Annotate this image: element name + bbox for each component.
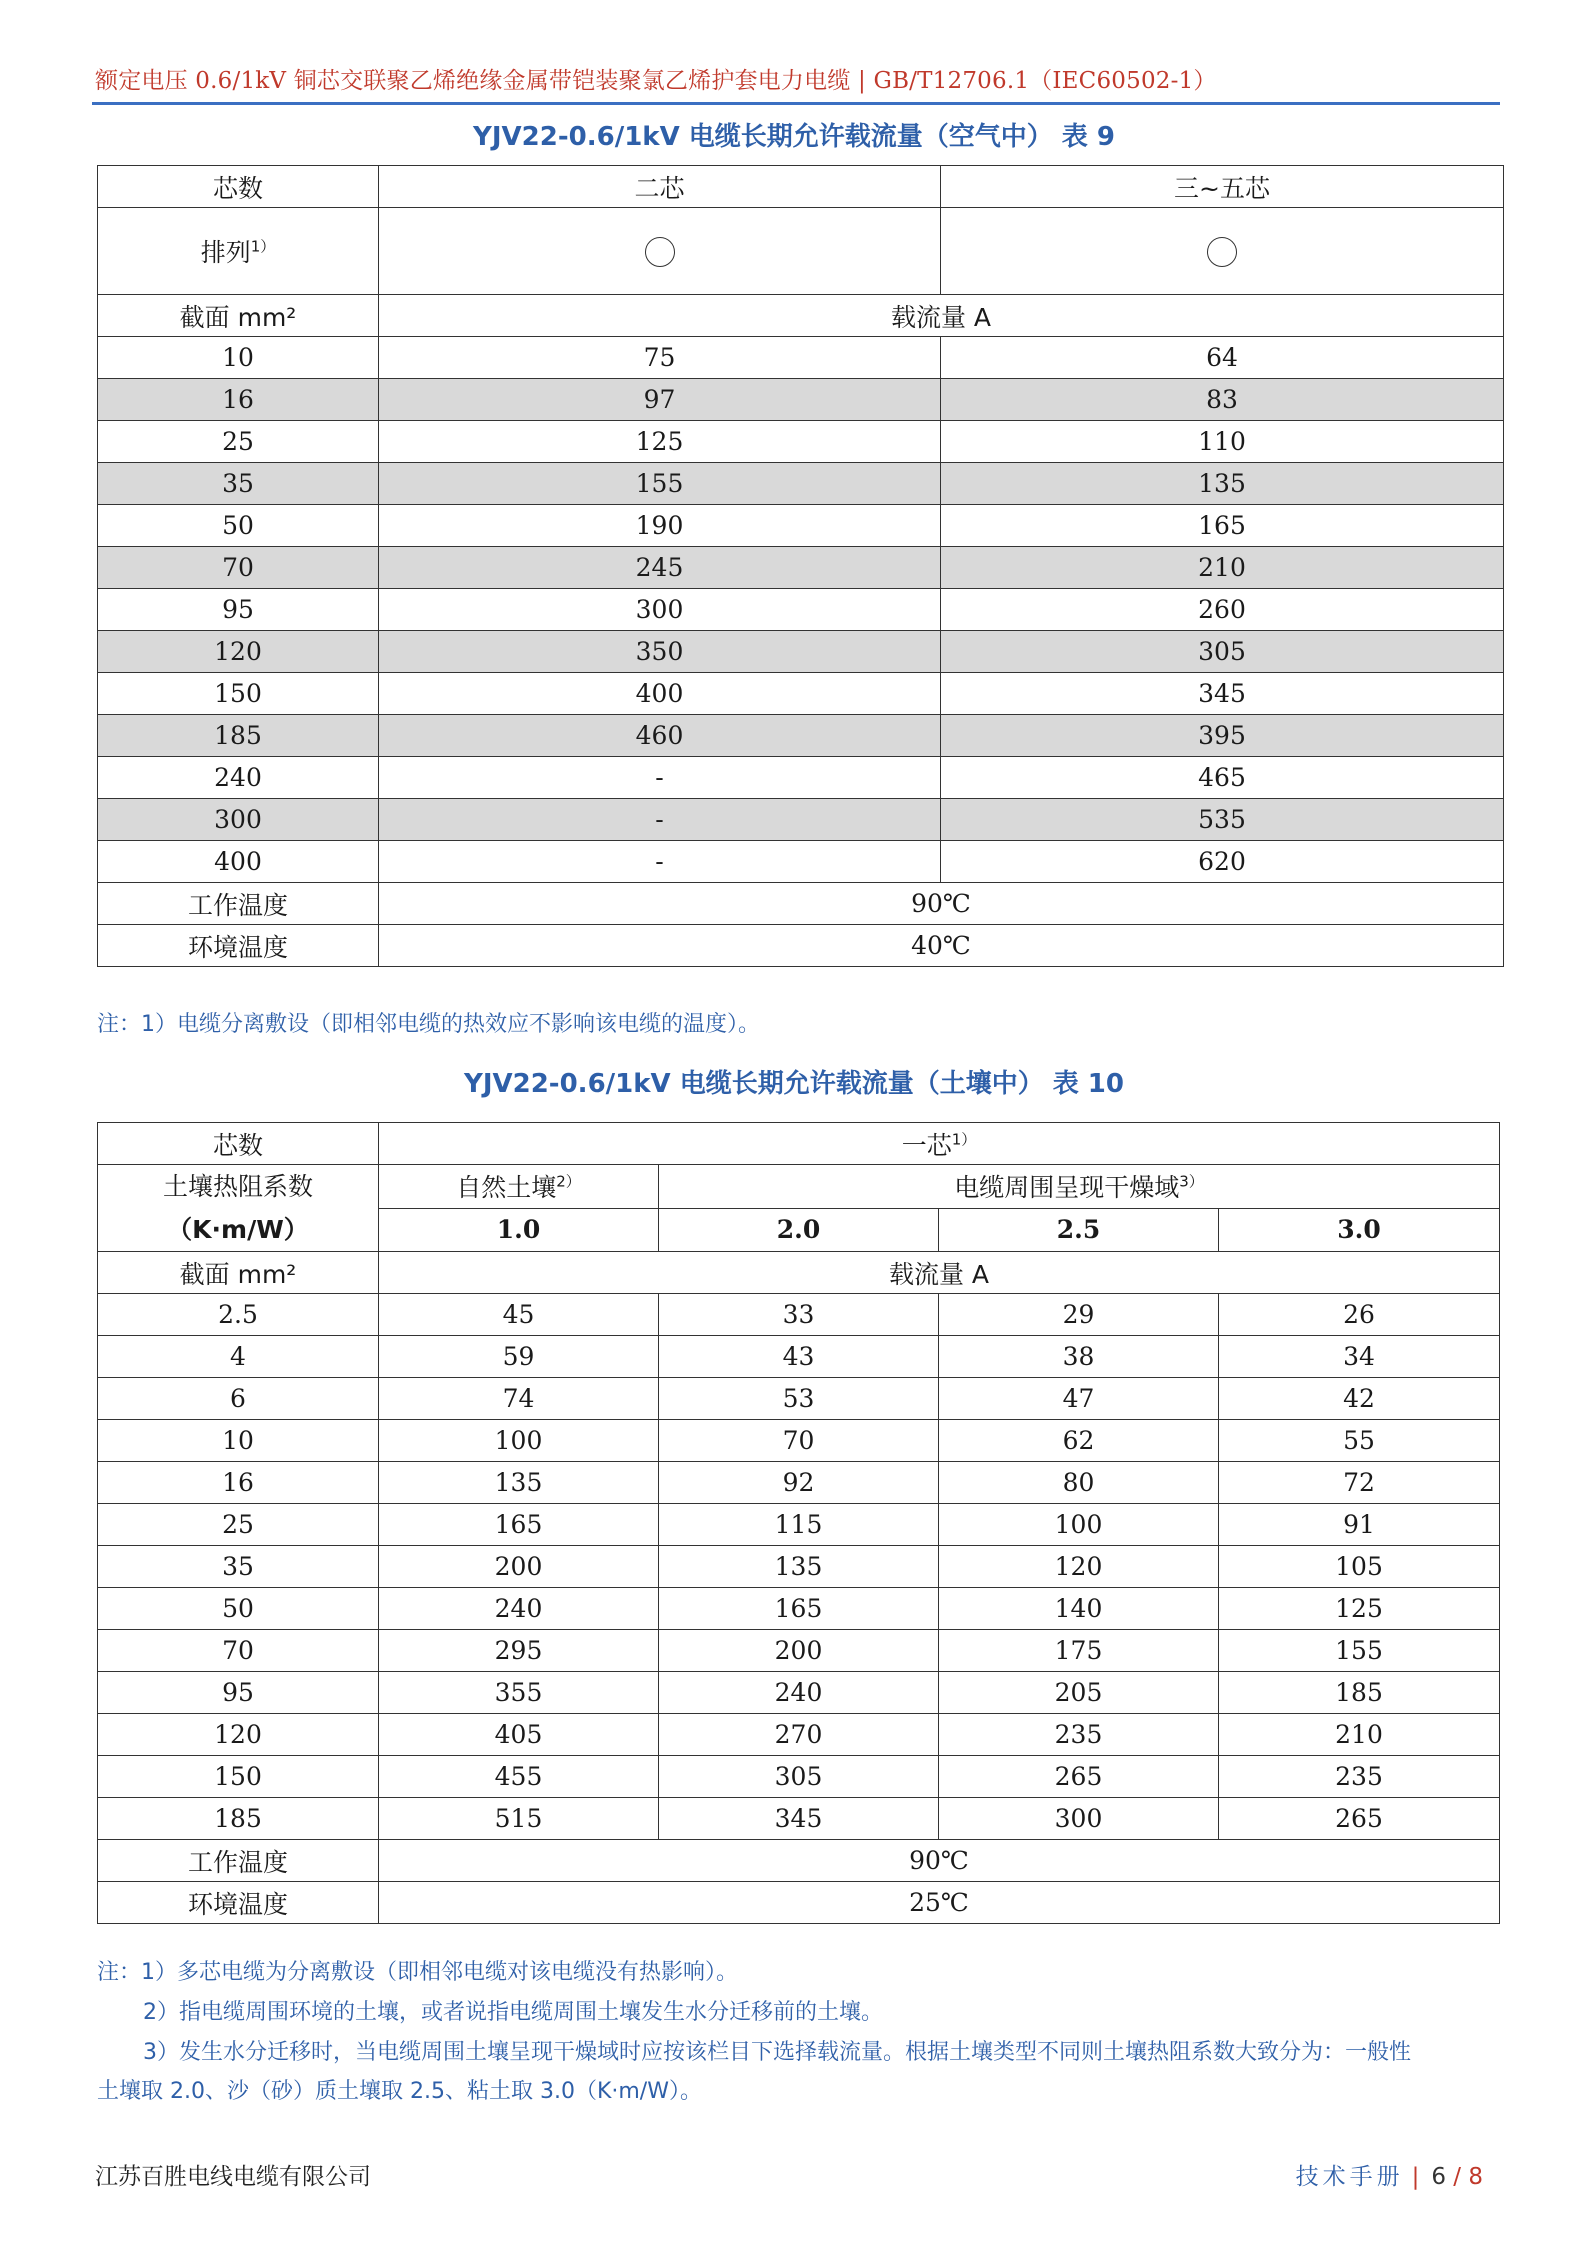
table10-note-1: 注：1）多芯电缆为分离敷设（即相邻电缆对该电缆没有热影响）。 [97, 1960, 738, 1985]
table-row [98, 547, 1504, 589]
table-cell: 235 [939, 1714, 1219, 1756]
table-row [98, 1420, 1500, 1462]
page-number: 6 / 8 [1431, 2164, 1483, 2190]
table-row [98, 1546, 1500, 1588]
footer-page-info: 技术手册 | 6 / 8 [1295, 2164, 1483, 2190]
table-cell: 10 [98, 1420, 379, 1462]
table9-env-temp-label: 环境温度 [98, 925, 379, 967]
table-cell: 64 [941, 337, 1504, 379]
table-cell: 47 [939, 1378, 1219, 1420]
table-cell: - [379, 799, 941, 841]
table-cell: 55 [1219, 1420, 1500, 1462]
table-cell: 97 [379, 379, 941, 421]
table-row [98, 1336, 1500, 1378]
circle-icon [1207, 237, 1237, 267]
table-cell: 125 [1219, 1588, 1500, 1630]
table-row [98, 757, 1504, 799]
table-cell: 400 [98, 841, 379, 883]
table-cell: 175 [939, 1630, 1219, 1672]
table-cell: 240 [98, 757, 379, 799]
table-cell: 10 [98, 337, 379, 379]
table-cell: 92 [659, 1462, 939, 1504]
table-cell: 620 [941, 841, 1504, 883]
table-cell: 110 [941, 421, 1504, 463]
table10 [97, 1122, 1500, 1924]
table10-header-dry: 电缆周围呈现干燥域$^{3)}$ [659, 1165, 1500, 1209]
header-divider [92, 102, 1500, 105]
table10-header-v3: 2.5 [939, 1208, 1219, 1252]
table-cell: 135 [659, 1546, 939, 1588]
table-cell: 165 [941, 505, 1504, 547]
table9 [97, 165, 1504, 967]
table-cell: 270 [659, 1714, 939, 1756]
table-cell: 210 [1219, 1714, 1500, 1756]
table-cell: 405 [379, 1714, 659, 1756]
table-cell: 395 [941, 715, 1504, 757]
table9-title: YJV22-0.6/1kV 电缆长期允许载流量（空气中） 表 9 [473, 122, 1115, 152]
table-cell: 185 [1219, 1672, 1500, 1714]
table-cell: 305 [941, 631, 1504, 673]
table-cell: 70 [98, 1630, 379, 1672]
table-cell: 190 [379, 505, 941, 547]
table-cell: 115 [659, 1504, 939, 1546]
table-cell: 120 [98, 631, 379, 673]
table9-header-section: 截面 mm² [98, 295, 379, 337]
table-cell: 535 [941, 799, 1504, 841]
table-cell: 33 [659, 1294, 939, 1336]
table10-note-3b: 土壤取 2.0、沙（砂）质土壤取 2.5、粘土取 3.0（K·m/W）。 [97, 2079, 702, 2104]
company-name: 江苏百胜电线电缆有限公司 [95, 2164, 371, 2190]
table10-work-temp-label: 工作温度 [98, 1840, 379, 1882]
table9-env-temp: 40℃ [379, 925, 1504, 967]
table10-header-current: 载流量 A [379, 1252, 1500, 1294]
table-cell: 150 [98, 673, 379, 715]
table-cell: 295 [379, 1630, 659, 1672]
table-row [98, 1462, 1500, 1504]
table-row [98, 1294, 1500, 1336]
table-row [98, 631, 1504, 673]
arrangement-two-cell [379, 208, 941, 295]
table-cell: 25 [98, 1504, 379, 1546]
manual-label: 技术手册 [1295, 2164, 1404, 2190]
table-row [98, 841, 1504, 883]
table-cell: 515 [379, 1798, 659, 1840]
table-cell: 305 [659, 1756, 939, 1798]
table-cell: 16 [98, 379, 379, 421]
table-cell: 50 [98, 1588, 379, 1630]
table-row [98, 1588, 1500, 1630]
table-cell: 75 [379, 337, 941, 379]
table-row [98, 715, 1504, 757]
table-row [98, 1504, 1500, 1546]
table-cell: 200 [379, 1546, 659, 1588]
table-row [98, 1378, 1500, 1420]
table-cell: 91 [1219, 1504, 1500, 1546]
table-cell: 25 [98, 421, 379, 463]
table-cell: 35 [98, 1546, 379, 1588]
table-row [98, 1714, 1500, 1756]
table-cell: 155 [379, 463, 941, 505]
table-cell: 240 [379, 1588, 659, 1630]
table-cell: 165 [379, 1504, 659, 1546]
table10-header-v2: 2.0 [659, 1208, 939, 1252]
document-header: 额定电压 0.6/1kV 铜芯交联聚乙烯绝缘金属带铠装聚氯乙烯护套电力电缆 | GB/T12706.1（IEC60502-1） [95, 68, 1217, 94]
table10-header-natural: 自然土壤$^{2)}$ [379, 1165, 659, 1209]
table9-header-three-five: 三~五芯 [941, 166, 1504, 208]
table-row [98, 421, 1504, 463]
table9-header-arrangement: 排列$^{1)}$ [98, 208, 379, 295]
table-cell: 205 [939, 1672, 1219, 1714]
table-row [98, 1756, 1500, 1798]
table9-work-temp: 90℃ [379, 883, 1504, 925]
table10-header-one-core: 一芯$^{1)}$ [379, 1123, 1500, 1165]
table-cell: 260 [941, 589, 1504, 631]
table-cell: 120 [939, 1546, 1219, 1588]
table10-work-temp: 90℃ [379, 1840, 1500, 1882]
table-row [98, 379, 1504, 421]
table-cell: 185 [98, 715, 379, 757]
table-cell: 26 [1219, 1294, 1500, 1336]
table9-header-cores: 芯数 [98, 166, 379, 208]
table10-note-3a: 3）发生水分迁移时，当电缆周围土壤呈现干燥域时应按该栏目下选择载流量。根据土壤类型不同则土壤热阻系数大致分为：一般性 [143, 2040, 1412, 2065]
table-cell: 345 [659, 1798, 939, 1840]
table-cell: 210 [941, 547, 1504, 589]
table-cell: 16 [98, 1462, 379, 1504]
table-cell: 72 [1219, 1462, 1500, 1504]
table10-env-temp: 25℃ [379, 1882, 1500, 1924]
table-cell: 455 [379, 1756, 659, 1798]
table10-header-v1: 1.0 [379, 1208, 659, 1252]
table10-note-2: 2）指电缆周围环境的土壤，或者说指电缆周围土壤发生水分迁移前的土壤。 [143, 2000, 883, 2025]
table-row [98, 505, 1504, 547]
table10-header-soil: 土壤热阻系数 （K·m/W） [98, 1165, 379, 1252]
table9-note: 注：1）电缆分离敷设（即相邻电缆的热效应不影响该电缆的温度）。 [97, 1012, 760, 1037]
arrangement-three-cell [941, 208, 1504, 295]
table-cell: 300 [379, 589, 941, 631]
table-cell: 345 [941, 673, 1504, 715]
table-cell: 80 [939, 1462, 1219, 1504]
table-cell: 265 [939, 1756, 1219, 1798]
table-cell: 95 [98, 589, 379, 631]
table-row [98, 1630, 1500, 1672]
table-row [98, 589, 1504, 631]
table-row [98, 799, 1504, 841]
table-cell: 350 [379, 631, 941, 673]
table-cell: 6 [98, 1378, 379, 1420]
table-row [98, 673, 1504, 715]
table-cell: 70 [98, 547, 379, 589]
table-cell: 135 [379, 1462, 659, 1504]
table-cell: 155 [1219, 1630, 1500, 1672]
table-cell: 185 [98, 1798, 379, 1840]
table-cell: 45 [379, 1294, 659, 1336]
table-cell: - [379, 841, 941, 883]
table-cell: 42 [1219, 1378, 1500, 1420]
table-cell: 35 [98, 463, 379, 505]
table-cell: 43 [659, 1336, 939, 1378]
table9-work-temp-label: 工作温度 [98, 883, 379, 925]
table-cell: 4 [98, 1336, 379, 1378]
table-cell: 53 [659, 1378, 939, 1420]
table-cell: 62 [939, 1420, 1219, 1462]
table-cell: 95 [98, 1672, 379, 1714]
table-cell: 100 [939, 1504, 1219, 1546]
table-cell: 465 [941, 757, 1504, 799]
table-cell: 2.5 [98, 1294, 379, 1336]
table-cell: 240 [659, 1672, 939, 1714]
table-cell: 400 [379, 673, 941, 715]
table-row [98, 1672, 1500, 1714]
table-cell: 300 [98, 799, 379, 841]
table-cell: 300 [939, 1798, 1219, 1840]
table-cell: 200 [659, 1630, 939, 1672]
table-cell: 245 [379, 547, 941, 589]
table9-header-current: 载流量 A [379, 295, 1504, 337]
table-cell: 120 [98, 1714, 379, 1756]
table-cell: 235 [1219, 1756, 1500, 1798]
table-cell: 150 [98, 1756, 379, 1798]
table-cell: 59 [379, 1336, 659, 1378]
table-cell: 74 [379, 1378, 659, 1420]
table-row [98, 1798, 1500, 1840]
table-cell: 165 [659, 1588, 939, 1630]
table9-header-two: 二芯 [379, 166, 941, 208]
table-cell: - [379, 757, 941, 799]
table-cell: 83 [941, 379, 1504, 421]
table-cell: 34 [1219, 1336, 1500, 1378]
table-cell: 140 [939, 1588, 1219, 1630]
table-cell: 135 [941, 463, 1504, 505]
table-row [98, 463, 1504, 505]
table10-title: YJV22-0.6/1kV 电缆长期允许载流量（土壤中） 表 10 [464, 1069, 1124, 1099]
circle-icon [645, 237, 675, 267]
table10-header-cores: 芯数 [98, 1123, 379, 1165]
table-cell: 70 [659, 1420, 939, 1462]
table-cell: 50 [98, 505, 379, 547]
table-cell: 38 [939, 1336, 1219, 1378]
table-cell: 29 [939, 1294, 1219, 1336]
table-cell: 125 [379, 421, 941, 463]
table10-env-temp-label: 环境温度 [98, 1882, 379, 1924]
table-cell: 100 [379, 1420, 659, 1462]
table-cell: 460 [379, 715, 941, 757]
table-row [98, 337, 1504, 379]
table-cell: 355 [379, 1672, 659, 1714]
table-cell: 105 [1219, 1546, 1500, 1588]
table10-header-section: 截面 mm² [98, 1252, 379, 1294]
table10-header-v4: 3.0 [1219, 1208, 1500, 1252]
table-cell: 265 [1219, 1798, 1500, 1840]
